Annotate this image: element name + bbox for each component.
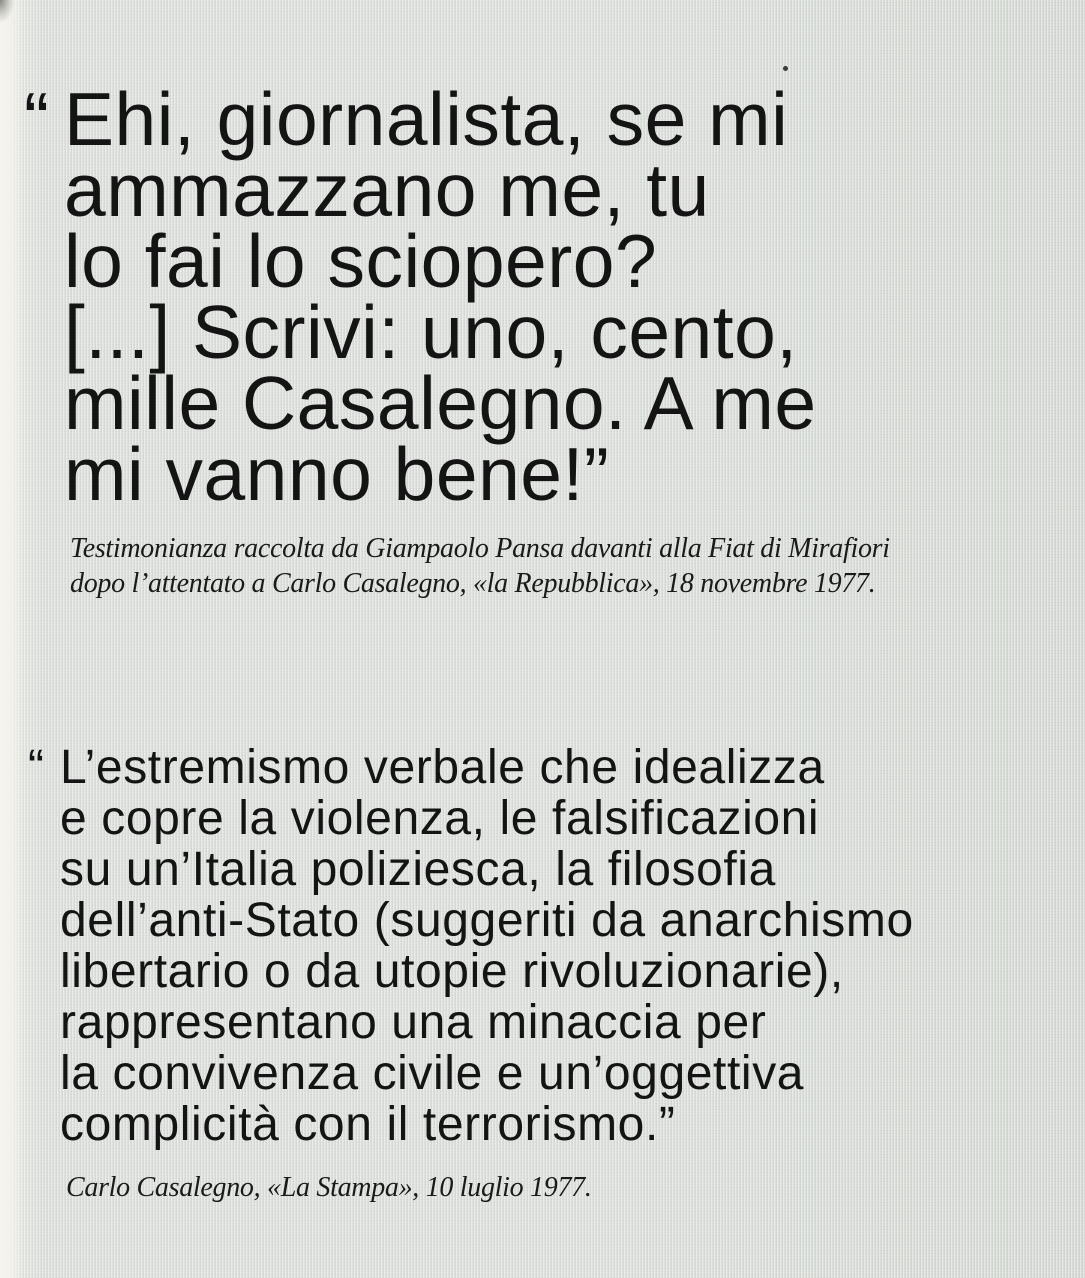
quote-line: rappresentano una minaccia per (60, 996, 767, 1049)
quote-line: [...] Scrivi: uno, cento, (64, 290, 798, 374)
quote-line: mi vanno bene!” (64, 432, 610, 516)
quote-line: lo fai lo sciopero? (64, 219, 658, 303)
quote-line: e copre la violenza, le falsificazioni (60, 792, 820, 845)
quote-line: libertario o da utopie rivoluzionarie), (60, 945, 844, 998)
quote-line: su un’Italia poliziesca, la filosofia (60, 843, 776, 896)
quote-line: mille Casalegno. A me (64, 361, 817, 445)
attribution-line: Testimonianza raccolta da Giampaolo Pansa davanti alla Fiat di Mirafiori (70, 533, 890, 564)
quote-line: la convivenza civile e un’oggettiva (60, 1047, 805, 1100)
quote-line: L’estremismo verbale che idealizza (60, 741, 825, 794)
attribution-casalegno (66, 1170, 592, 1205)
open-quote-mark: “ (28, 741, 45, 794)
attribution-line: Carlo Casalegno, «La Stampa», 10 luglio 1977. (66, 1172, 592, 1203)
quote-worker-testimony (0, 77, 1085, 516)
attribution-pansa (70, 531, 890, 601)
quote-line: ammazzano me, tu (64, 148, 710, 232)
open-quote-mark: “ (24, 77, 50, 161)
scan-speck (783, 66, 788, 71)
quote-line: Ehi, giornalista, se mi (64, 77, 789, 161)
scan-corner-smudge (0, 0, 14, 22)
quote-line: complicità con il terrorismo.” (60, 1098, 676, 1151)
quote-line: dell’anti-Stato (suggeriti da anarchismo (60, 894, 914, 947)
quote-casalegno (0, 742, 1085, 1150)
attribution-line: dopo l’attentato a Carlo Casalegno, «la Repubblica», 18 novembre 1977. (70, 568, 876, 599)
